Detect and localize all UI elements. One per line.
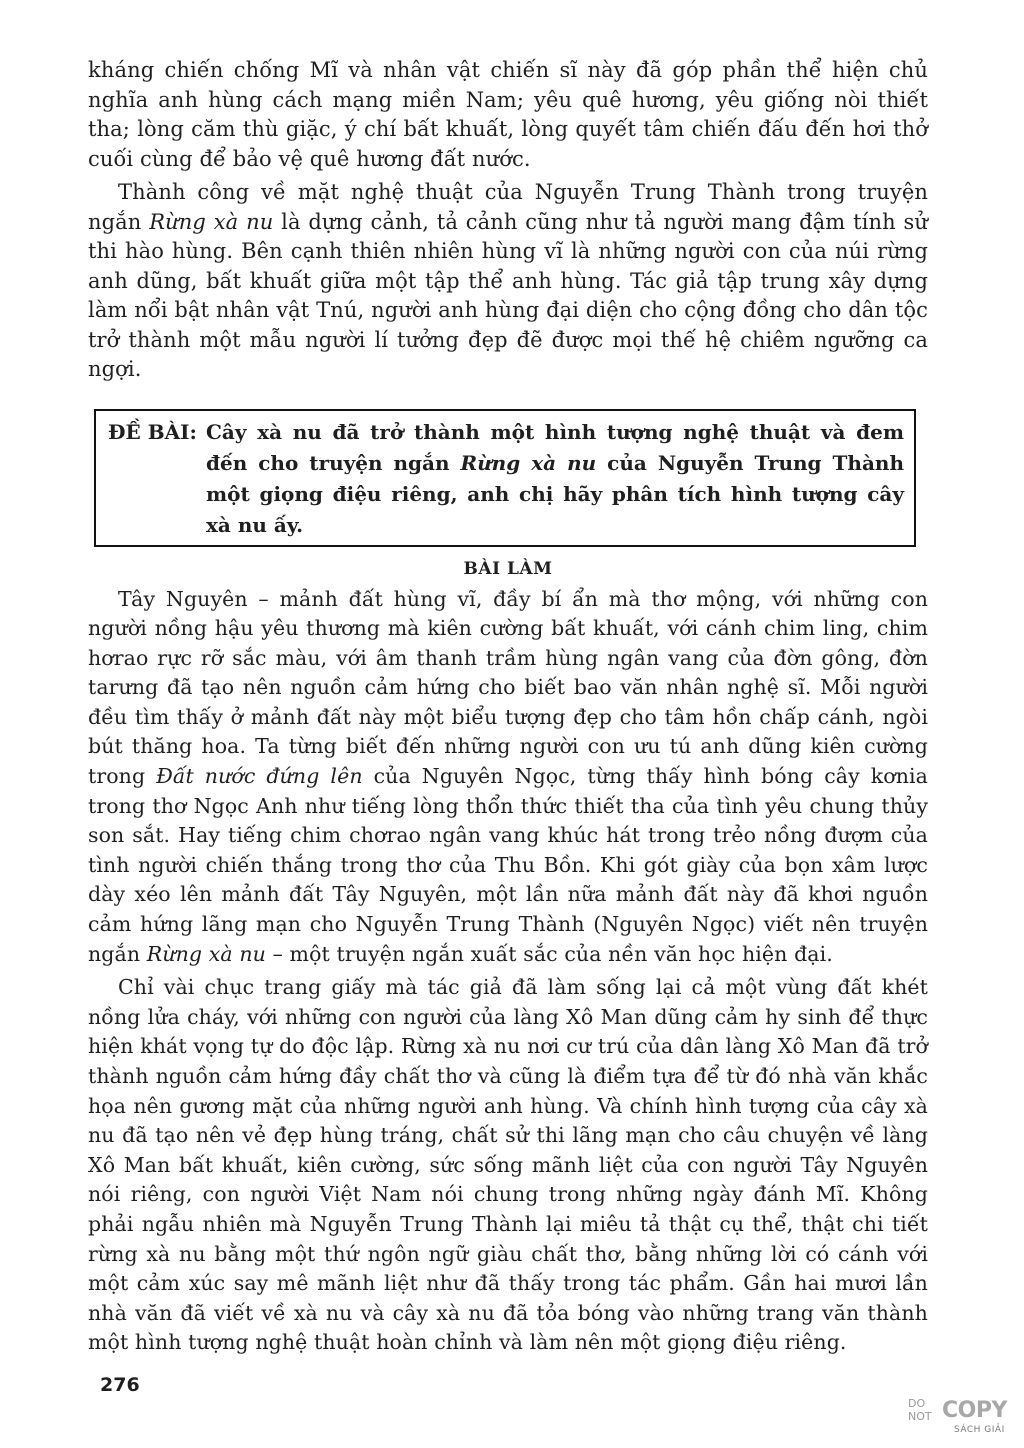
paragraph-success-a: Thành công về mặt nghệ thuật của Nguyễn Trung Thành trong truyện ngắn [88, 180, 928, 234]
story-title: Rừng xà nu [149, 209, 274, 234]
watermark-do: DO [908, 1397, 926, 1410]
essay-paragraph-2: Chỉ vài chục trang giấy mà tác giả đã làm sống lại cả một vùng đất khét nồng lửa cháy, với những con người của làng Xô Man dũng cảm hy sinh để thực hiện khát vọng tự do độc lập. Rừng xà nu nơi cư trú của dân làng Xô Man đã trở thành nguồn cảm hứng đầy chất thơ và cũng là điểm tựa để từ đó nhà văn khắc họa nên gương mặt của những người anh hùng. Và chính hình tượng của cây xà nu đã tạo nên vẻ đẹp hùng tráng, chất sử thi lãng mạn cho câu chuyện về làng Xô Man bất khuất, kiên cường, sức sống mãnh liệt của con người Tây Nguyên nói riêng, con người Việt Nam nói chung trong những ngày đánh Mĩ. Không phải ngẫu nhiên mà Nguyễn Trung Thành lại miêu tả thật cụ thể, thật chi tiết rừng xà nu bằng một thứ ngôn ngữ giàu chất thơ, bằng những lời có cánh với một cảm xúc say mê mãnh liệt như đã thấy trong tác phẩm. Gần hai mươi lần nhà văn đã viết về xà nu và cây xà nu đã tỏa bóng vào những trang văn thành một hình tượng nghệ thuật hoàn chỉnh và làm nên một giọng điệu riêng. [88, 975, 928, 1355]
essay-p1-c: – một truyện ngắn xuất sắc của nền văn học hiện đại. [265, 941, 833, 966]
essay-heading: BÀI LÀM [463, 558, 553, 579]
watermark-not: NOT [908, 1410, 932, 1423]
essay-body [88, 585, 928, 1358]
page-number: 276 [100, 1374, 140, 1396]
prompt-text-b: của Nguyễn Trung Thành một giọng điệu riêng, anh chị hãy phân tích hình tượng cây xà nu ấy. [206, 450, 904, 537]
paragraph-success-b: là dựng cảnh, tả cảnh cũng như tả người mang đậm tính sử thi hào hùng. Bên cạnh thiên nhiên hùng vĩ là những người con của núi rừng anh dũng, bất khuất giữa một tập thể anh hùng. Tác giả tập trung xây dựng làm nổi bật nhân vật Tnú, người anh hùng đại diện cho cộng đồng cho dân tộc trở thành một mẫu người lí tưởng đẹp đẽ được mọi thế hệ chiêm ngưỡng ca ngợi. [88, 209, 928, 381]
essay-p1-a: Tây Nguyên – mảnh đất hùng vĩ, đầy bí ẩn mà thơ mộng, với những con người nồng hậu yêu thương mà kiên cường bất khuất, với cánh chim ling, chim hơrao rực rỡ sắc màu, với âm thanh trầm hùng ngân vang của đờn gông, đờn tarưng đã tạo nên nguồn cảm hứng cho biết bao văn nhân nghệ sĩ. Mỗi người đều tìm thấy ở mảnh đất này một biểu tượng đẹp cho tâm hồn chấp cánh, ngòi bút thăng hoa. Ta từng biết đến những người con ưu tú anh dũng kiên cường trong [88, 586, 928, 789]
watermark-stamp [906, 1398, 1014, 1440]
paragraph-intro: kháng chiến chống Mĩ và nhân vật chiến sĩ này đã góp phần thể hiện chủ nghĩa anh hùng cách mạng miền Nam; yêu quê hương, yêu giống nòi thiết tha; lòng căm thù giặc, ý chí bất khuất, lòng quyết tâm chiến đấu đến hơi thở cuối cùng để bảo vệ quê hương đất nước. [88, 58, 928, 171]
watermark-brand: SÁCH GIẢI [954, 1425, 1005, 1435]
prompt-story-title: Rừng xà nu [460, 450, 597, 475]
watermark-copy: COPY [942, 1398, 1007, 1423]
prompt-box [94, 409, 916, 547]
paragraph-success [88, 178, 928, 385]
essay-p1-title-2: Rừng xà nu [146, 941, 266, 966]
essay-paragraph-1 [88, 585, 928, 970]
prompt-text-a: Cây xà nu đã trở thành một hình tượng nghệ thuật và đem đến cho truyện ngắn [206, 419, 904, 475]
prompt-label: ĐỀ BÀI: [108, 419, 197, 444]
prompt-text [206, 417, 904, 541]
page-content [88, 56, 928, 1358]
essay-p1-title-1: Đất nước đứng lên [156, 764, 363, 789]
essay-p1-b: của Nguyên Ngọc, từng thấy hình bóng cây kơnia trong thơ Ngọc Anh như tiếng lòng thổn thức thiết tha của tình yêu chung thủy son sắt. Hay tiếng chim chơrao ngân vang khúc hát trong trẻo nồng đượm của tình người chiến thắng trong thơ của Thu Bồn. Khi gót giày của bọn xâm lược dày xéo lên mảnh đất Tây Nguyên, một lần nữa mảnh đất này đã khơi nguồn cảm hứng lãng mạn cho Nguyễn Trung Thành (Nguyên Ngọc) viết nên truyện ngắn [88, 764, 928, 966]
